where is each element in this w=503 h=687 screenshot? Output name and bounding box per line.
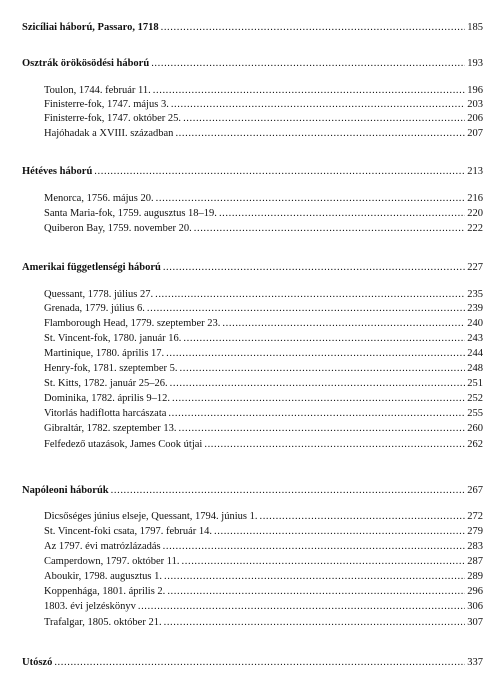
toc-subentry	[44, 317, 483, 330]
toc-entry-page: 307	[467, 617, 483, 628]
toc-subentry	[44, 112, 483, 125]
dot-leader	[183, 112, 465, 125]
toc-subentry	[44, 540, 483, 553]
toc-entry-title: Grenada, 1779. július 6.	[44, 303, 145, 314]
toc-subentry	[44, 98, 483, 111]
dot-leader	[179, 422, 466, 435]
toc-entry-page: 287	[467, 556, 483, 567]
toc-entry-title: Szicíliai háború, Passaro, 1718	[22, 22, 159, 33]
dot-leader	[219, 207, 465, 220]
toc-entry-page: 196	[467, 85, 483, 96]
toc-section-entry	[22, 21, 483, 34]
toc-entry-page: 244	[467, 348, 483, 359]
toc-entry-title: Dicsőséges június elseje, Quessant, 1794. június 1.	[44, 511, 258, 522]
toc-entry-page: 251	[467, 378, 483, 389]
toc-subentry	[44, 84, 483, 97]
toc-entry-page: 185	[467, 22, 483, 33]
toc-entry-title: St. Vincent-fok, 1780. január 16.	[44, 333, 182, 344]
toc-subentry	[44, 422, 483, 435]
toc-entry-title: 1803. évi jelzéskönyv	[44, 601, 136, 612]
dot-leader	[164, 570, 465, 583]
toc-entry-title: Finisterre-fok, 1747. május 3.	[44, 99, 169, 110]
toc-subentry	[44, 392, 483, 405]
dot-leader	[182, 555, 466, 568]
dot-leader	[170, 377, 466, 390]
dot-leader	[180, 362, 466, 375]
toc-entry-title: Amerikai függetlenségi háború	[22, 262, 161, 273]
toc-entry-page: 306	[467, 601, 483, 612]
toc-section-entry	[22, 165, 483, 178]
toc-subentry	[44, 362, 483, 375]
toc-entry-page: 262	[467, 439, 483, 450]
toc-entry-page: 260	[467, 423, 483, 434]
toc-entry-title: Utószó	[22, 657, 53, 668]
toc-entry-page: 267	[467, 485, 483, 496]
toc-subentry	[44, 570, 483, 583]
toc-entry-page: 279	[467, 526, 483, 537]
toc-subentry	[44, 127, 483, 140]
toc-subentry	[44, 192, 483, 205]
dot-leader	[163, 540, 466, 553]
toc-subentry	[44, 222, 483, 235]
toc-entry-page: 213	[467, 166, 483, 177]
toc-section-entry	[22, 484, 483, 497]
toc-subentry	[44, 555, 483, 568]
toc-entry-page: 255	[467, 408, 483, 419]
toc-entry-page: 222	[467, 223, 483, 234]
dot-leader	[54, 656, 465, 669]
toc-entry-title: Aboukir, 1798. augusztus 1.	[44, 571, 162, 582]
toc-entry-page: 337	[467, 657, 483, 668]
toc-subentry	[44, 525, 483, 538]
dot-leader	[171, 98, 465, 111]
toc-subentry	[44, 347, 483, 360]
dot-leader	[151, 57, 465, 70]
toc-entry-title: Osztrák örökösödési háború	[22, 58, 150, 69]
dot-leader	[183, 332, 465, 345]
toc-entry-title: St. Vincent-foki csata, 1797. február 14.	[44, 526, 213, 537]
dot-leader	[153, 84, 465, 97]
dot-leader	[175, 127, 465, 140]
toc-entry-title: Gibraltár, 1782. szeptember 13.	[44, 423, 177, 434]
toc-subentry	[44, 600, 483, 613]
toc-subentry	[44, 377, 483, 390]
dot-leader	[166, 347, 465, 360]
toc-entry-title: Felfedező utazások, James Cook útjai	[44, 439, 203, 450]
toc-subentry	[44, 288, 483, 301]
dot-leader	[172, 392, 465, 405]
dot-leader	[168, 407, 465, 420]
toc-entry-title: Finisterre-fok, 1747. október 25.	[44, 113, 182, 124]
toc-entry-page: 283	[467, 541, 483, 552]
toc-entry-page: 220	[467, 208, 483, 219]
dot-leader	[94, 165, 465, 178]
toc-entry-title: St. Kitts, 1782. január 25–26.	[44, 378, 168, 389]
toc-entry-title: Martinique, 1780. április 17.	[44, 348, 165, 359]
toc-entry-title: Quessant, 1778. július 27.	[44, 289, 154, 300]
toc-entry-title: Camperdown, 1797. október 11.	[44, 556, 180, 567]
toc-entry-title: Flamborough Head, 1779. szeptember 23.	[44, 318, 221, 329]
toc-entry-title: Toulon, 1744. február 11.	[44, 85, 151, 96]
toc-entry-page: 203	[467, 99, 483, 110]
dot-leader	[259, 510, 465, 523]
dot-leader	[111, 484, 466, 497]
toc-entry-page: 227	[467, 262, 483, 273]
toc-subentry	[44, 616, 483, 629]
toc-entry-title: Hajóhadak a XVIII. században	[44, 128, 174, 139]
dot-leader	[194, 222, 466, 235]
dot-leader	[138, 600, 465, 613]
toc-subentry	[44, 332, 483, 345]
toc-entry-title: Hétéves háború	[22, 166, 93, 177]
dot-leader	[222, 317, 465, 330]
toc-entry-page: 207	[467, 128, 483, 139]
dot-leader	[214, 525, 465, 538]
toc-section-entry	[22, 261, 483, 274]
toc-entry-title: Quiberon Bay, 1759. november 20.	[44, 223, 192, 234]
toc-subentry	[44, 438, 483, 451]
toc-entry-page: 206	[467, 113, 483, 124]
toc-entry-page: 272	[467, 511, 483, 522]
dot-leader	[161, 21, 466, 34]
toc-subentry	[44, 207, 483, 220]
dot-leader	[156, 192, 466, 205]
toc-section-entry	[22, 57, 483, 70]
dot-leader	[167, 585, 465, 598]
toc-entry-page: 252	[467, 393, 483, 404]
toc-entry-title: Henry-fok, 1781. szeptember 5.	[44, 363, 178, 374]
toc-entry-page: 193	[467, 58, 483, 69]
toc-entry-page: 248	[467, 363, 483, 374]
dot-leader	[155, 288, 465, 301]
toc-entry-title: Napóleoni háborúk	[22, 485, 109, 496]
toc-entry-page: 289	[467, 571, 483, 582]
dot-leader	[147, 302, 465, 315]
toc-entry-page: 243	[467, 333, 483, 344]
toc-entry-title: Az 1797. évi matrózlázadás	[44, 541, 161, 552]
dot-leader	[204, 438, 465, 451]
toc-entry-page: 240	[467, 318, 483, 329]
toc-entry-page: 235	[467, 289, 483, 300]
toc-section-entry	[22, 656, 483, 669]
toc-entry-title: Dominika, 1782. április 9–12.	[44, 393, 170, 404]
toc-subentry	[44, 302, 483, 315]
dot-leader	[164, 616, 466, 629]
toc-subentry	[44, 585, 483, 598]
toc-subentry	[44, 407, 483, 420]
toc-entry-title: Koppenhága, 1801. április 2.	[44, 586, 166, 597]
dot-leader	[163, 261, 465, 274]
toc-entry-title: Santa Maria-fok, 1759. augusztus 18–19.	[44, 208, 217, 219]
toc-entry-page: 239	[467, 303, 483, 314]
toc-entry-title: Trafalgar, 1805. október 21.	[44, 617, 162, 628]
toc-entry-title: Vitorlás hadiflotta harcászata	[44, 408, 167, 419]
toc-entry-title: Menorca, 1756. május 20.	[44, 193, 154, 204]
toc-subentry	[44, 510, 483, 523]
toc-entry-page: 216	[467, 193, 483, 204]
toc-entry-page: 296	[467, 586, 483, 597]
